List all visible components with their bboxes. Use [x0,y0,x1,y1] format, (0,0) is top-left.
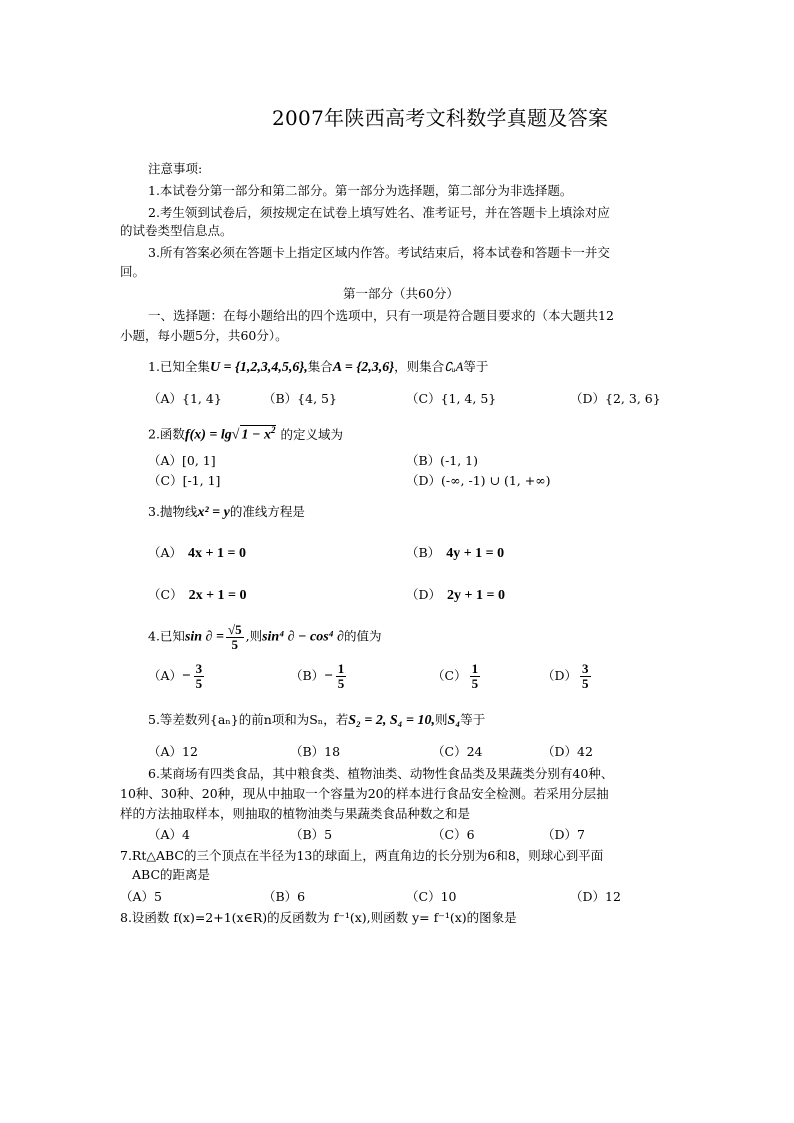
q5-target: S₄ [447,713,461,728]
q2-option-a: （A）[0, 1] [148,453,216,468]
q4-post: 的值为 [343,628,382,644]
q2-option-d: （D）(-∞, -1) ∪ (1, +∞) [406,473,551,488]
q4-option-d-label: （D） [542,667,578,683]
q6-line-1: 6.某商场有四类食品，其中粮食类、植物油类、动物性食品类及果蔬类分别有40种、 [148,766,614,781]
q2-post: 的定义域为 [280,426,343,442]
q3-equation: x² = y [197,505,230,520]
q6-option-c: （C）6 [432,827,475,842]
q4-option-c-fraction [470,662,481,690]
q1-option-a: （A）{1, 4} [148,391,222,406]
q5-option-a: （A）12 [148,744,198,759]
q3-option-a-label: （A） [148,545,183,560]
q5-option-d: （D）42 [542,744,593,759]
q3-pre: 3.抛物线 [148,504,198,519]
q5-option-c: （C）24 [432,744,483,759]
q1-set-u: U = {1,2,3,4,5,6}, [209,360,308,375]
q6-option-a: （A）4 [148,827,190,842]
q4-option-c [432,662,482,690]
q4-option-b [290,662,348,690]
q3-option-c-expr: 2x + 1 = 0 [188,588,247,603]
q4-option-b-label: （B） [290,667,325,683]
q4-option-c-num: 1 [471,661,479,676]
q6-line-2: 10种、30种、20种，现从中抽取一个容量为20的样本进行食品安全检测。若采用分层抽 [120,786,609,801]
q5-condition: S₂ = 2, S₄ = 10, [348,713,436,728]
q3-option-b-label: （B） [406,545,441,560]
question-2-stem [148,425,343,443]
q4-option-d [542,662,593,690]
q1-complement: ∁ᵤA [444,360,464,374]
q4-expr: sin⁴ ∂ − cos⁴ ∂ [262,629,344,645]
q4-option-a-sign: − [182,667,191,684]
q1-option-c: （C）{1, 4, 5} [406,391,497,406]
q3-option-a-expr: 4x + 1 = 0 [188,546,246,561]
q5-pre: 5.等差数列{aₙ}的前n项和为Sₙ，若 [148,712,349,727]
q4-option-d-fraction [580,662,591,690]
q4-option-b-den: 5 [337,675,345,691]
q4-option-d-den: 5 [582,675,589,691]
q1-set-a: A = {2,3,6} [332,360,395,375]
q2-radicand-text: 1 − x [241,427,271,443]
q6-option-b: （B）5 [290,827,333,842]
question-1-stem [148,361,488,375]
q4-mid: ,则 [245,628,263,644]
q1-tail: 等于 [463,359,489,374]
notice-item-3-line-1: 3.所有答案必须在答题卡上指定区域内作答。考试结束后，将本试卷和答题卡一并交 [148,245,610,260]
q4-option-a-label: （A） [148,667,183,683]
q1-mid: 集合 [307,359,333,374]
q4-frac-num: √5 [227,622,242,637]
q6-option-d: （D）7 [542,827,585,842]
q5-post: 等于 [460,712,486,727]
part1-intro-line-2: 小题，每小题5分，共60分）。 [120,328,288,343]
q7-line-2: ABC的距离是 [132,867,211,882]
q3-post: 的准线方程是 [229,504,305,519]
q4-option-a-fraction [194,662,205,690]
q4-option-c-den: 5 [471,675,479,691]
page-title: 2007年陕西高考文科数学真题及答案 [272,106,609,130]
q4-option-c-label: （C） [432,667,467,683]
q4-option-a-den: 5 [195,675,203,691]
q7-option-d: （D）12 [570,889,621,904]
q8-line-1: 8.设函数 f(x)=2+1(x∈R)的反函数为 f⁻¹(x),则函数 y= f⁻¹(x)的图象是 [120,910,517,925]
q7-option-c: （C）10 [406,889,457,904]
notice-item-3-line-2: 回。 [120,264,146,279]
q4-option-a [148,662,206,690]
notice-item-2-line-1: 2.考生领到试卷后，须按规定在试卷上填写姓名、准考证号，并在答题卡上填涂对应 [148,205,610,220]
q5-mid: 则 [435,712,448,727]
q5-option-b: （B）18 [290,744,341,759]
q2-pre: 2.函数 [148,426,185,442]
q3-option-b-expr: 4y + 1 = 0 [446,546,505,561]
q7-line-1: 7.Rt△ABC的三个顶点在半径为13的球面上，两直角边的长分别为6和8，则球心到平面 [120,848,604,863]
part1-heading: 第一部分（共60分） [343,286,459,301]
notice-item-2-line-2: 的试卷类型信息点。 [120,223,233,238]
q4-option-b-num: 1 [337,661,345,676]
part1-intro-line-1: 一、选择题：在每小题给出的四个选项中，只有一项是符合题目要求的（本大题共12 [148,308,614,323]
q3-option-d-label: （D） [406,587,442,602]
q2-radicand [240,425,276,443]
q2-option-c: （C）[-1, 1] [148,473,221,488]
q6-line-3: 样的方法抽取样本，则抽取的植物油类与果蔬类食品种数之和是 [120,806,471,821]
q2-func: f(x) = lg [184,427,232,443]
q1-option-d: （D）{2, 3, 6} [570,391,661,406]
q4-option-a-num: 3 [195,661,203,676]
q4-given-fraction [226,623,244,651]
notice-heading: 注意事项: [148,161,203,176]
q7-option-b: （B）6 [263,889,306,904]
q3-option-c-label: （C） [148,587,183,602]
q4-frac-den: 5 [231,636,239,652]
question-5-stem [148,714,485,728]
notice-item-1: 1.本试卷分第一部分和第二部分。第一部分为选择题，第二部分为非选择题。 [148,183,573,198]
q4-option-b-sign: − [324,667,333,684]
q3-option-d [406,589,505,603]
q4-given: sin ∂ = [184,629,224,645]
q3-option-b [406,547,504,561]
q2-option-b: （B）(-1, 1) [406,453,479,468]
q3-option-c [148,589,247,603]
q1-post: ，则集合 [394,359,445,374]
q7-option-a: （A）5 [120,889,162,904]
question-4-stem [148,623,381,651]
q1-option-b: （B）{4, 5} [263,391,337,406]
q3-option-d-expr: 2y + 1 = 0 [447,588,505,603]
q3-option-a [148,547,246,561]
question-3-stem [148,506,305,520]
q2-exponent: 2 [270,425,276,435]
q4-option-b-fraction [336,662,347,690]
q4-pre: 4.已知 [148,628,185,644]
q1-pre: 1.已知全集 [148,359,210,374]
radical-sign: √ [231,427,240,443]
q4-option-d-num: 3 [582,661,589,676]
